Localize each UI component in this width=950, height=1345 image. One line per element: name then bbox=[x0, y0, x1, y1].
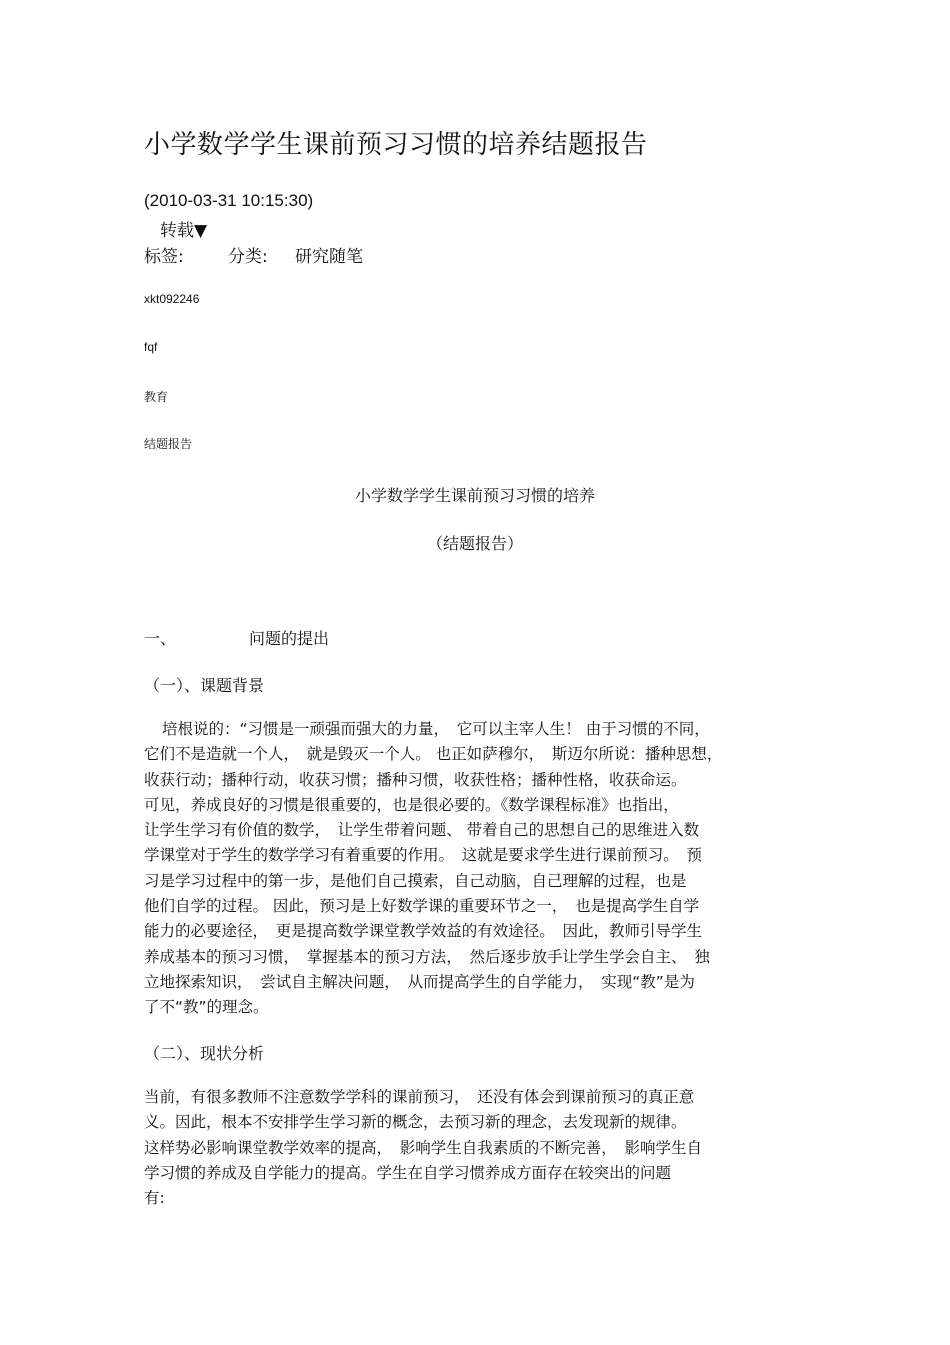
subsection-heading: （一）、课题背景 bbox=[144, 676, 265, 695]
status-paragraph bbox=[144, 1085, 806, 1211]
background-paragraph bbox=[144, 717, 806, 1021]
section-title: 问题的提出 bbox=[249, 629, 330, 648]
repost-link[interactable]: 转载▼ bbox=[160, 221, 208, 241]
text-line: 收获行动；播种行动，收获习惯；播种习惯，收获性格；播种性格，收获命运。 bbox=[144, 770, 687, 789]
post-meta bbox=[144, 242, 363, 267]
page-title: 小学数学学生课前预习习惯的培养结题报告 bbox=[144, 130, 648, 160]
text-line: 可见，养成良好的习惯是很重要的，也是很必要的。《数学课程标准》也指出， bbox=[144, 795, 679, 814]
tag-link[interactable]: 结题报告 bbox=[144, 437, 193, 451]
text-line: 习是学习过程中的第一步，是他们自己摸索，自己动脑，自己理解的过程，也是 bbox=[144, 871, 687, 890]
text-line: 学习惯的养成及自学能力的提高。学生在自学习惯养成方面存在较突出的问题 bbox=[144, 1163, 672, 1182]
text-line: 它们不是造就一个人， 就是毁灭一个人。 也正如萨穆尔， 斯迈尔所说：播种思想， bbox=[144, 745, 723, 764]
text-line: 了不“教”的理念。 bbox=[144, 998, 269, 1017]
report-subtitle: 小学数学学生课前预习习惯的培养 bbox=[354, 486, 595, 505]
tag-link[interactable]: 教育 bbox=[144, 390, 169, 404]
text-line: 立地探索知识， 尝试自主解决问题， 从而提高学生的自学能力， 实现“教”是为 bbox=[144, 972, 695, 991]
text-line: 养成基本的预习习惯， 掌握基本的预习方法， 然后逐步放手让学生学会自主、 独 bbox=[144, 947, 710, 966]
tag-link[interactable]: xkt092246 bbox=[144, 292, 200, 306]
text-line: 当前，有很多教师不注意数学学科的课前预习， 还没有体会到课前预习的真正意 bbox=[144, 1088, 695, 1106]
section-heading bbox=[144, 626, 329, 649]
report-subtitle-note: （结题报告） bbox=[426, 534, 523, 553]
text-line: 让学生学习有价值的数学， 让学生带着问题、 带着自己的思想自己的思维进入数 bbox=[144, 821, 700, 840]
text-line: 有: bbox=[144, 1189, 165, 1208]
post-date: (2010-03-31 10:15:30) bbox=[144, 191, 314, 210]
category-value[interactable]: 研究随笔 bbox=[295, 247, 363, 267]
text-line: 学课堂对于学生的数学学习有着重要的作用。 这就是要求学生进行课前预习。 预 bbox=[144, 846, 703, 865]
text-line: 义。因此，根本不安排学生学习新的概念，去预习新的理念，去发现新的规律。 bbox=[144, 1113, 687, 1132]
text-line: 这样势必影响课堂教学效率的提高， 影响学生自我素质的不断完善， 影响学生自 bbox=[144, 1138, 703, 1157]
text-line: 培根说的：“习惯是一顽强而强大的力量， 它可以主宰人生！ 由于习惯的不同， bbox=[162, 720, 710, 738]
subsection-heading: （二）、现状分析 bbox=[144, 1044, 265, 1063]
section-number: 一、 bbox=[144, 629, 177, 648]
category-label: 分类: bbox=[228, 247, 268, 267]
tag-link[interactable]: fqf bbox=[144, 340, 158, 354]
text-line: 他们自学的过程。 因此，预习是上好数学课的重要环节之一， 也是提高学生自学 bbox=[144, 897, 700, 916]
text-line: 能力的必要途径， 更是提高数学课堂教学效益的有效途径。 因此，教师引导学生 bbox=[144, 922, 703, 941]
tags-label: 标签: bbox=[144, 247, 184, 267]
